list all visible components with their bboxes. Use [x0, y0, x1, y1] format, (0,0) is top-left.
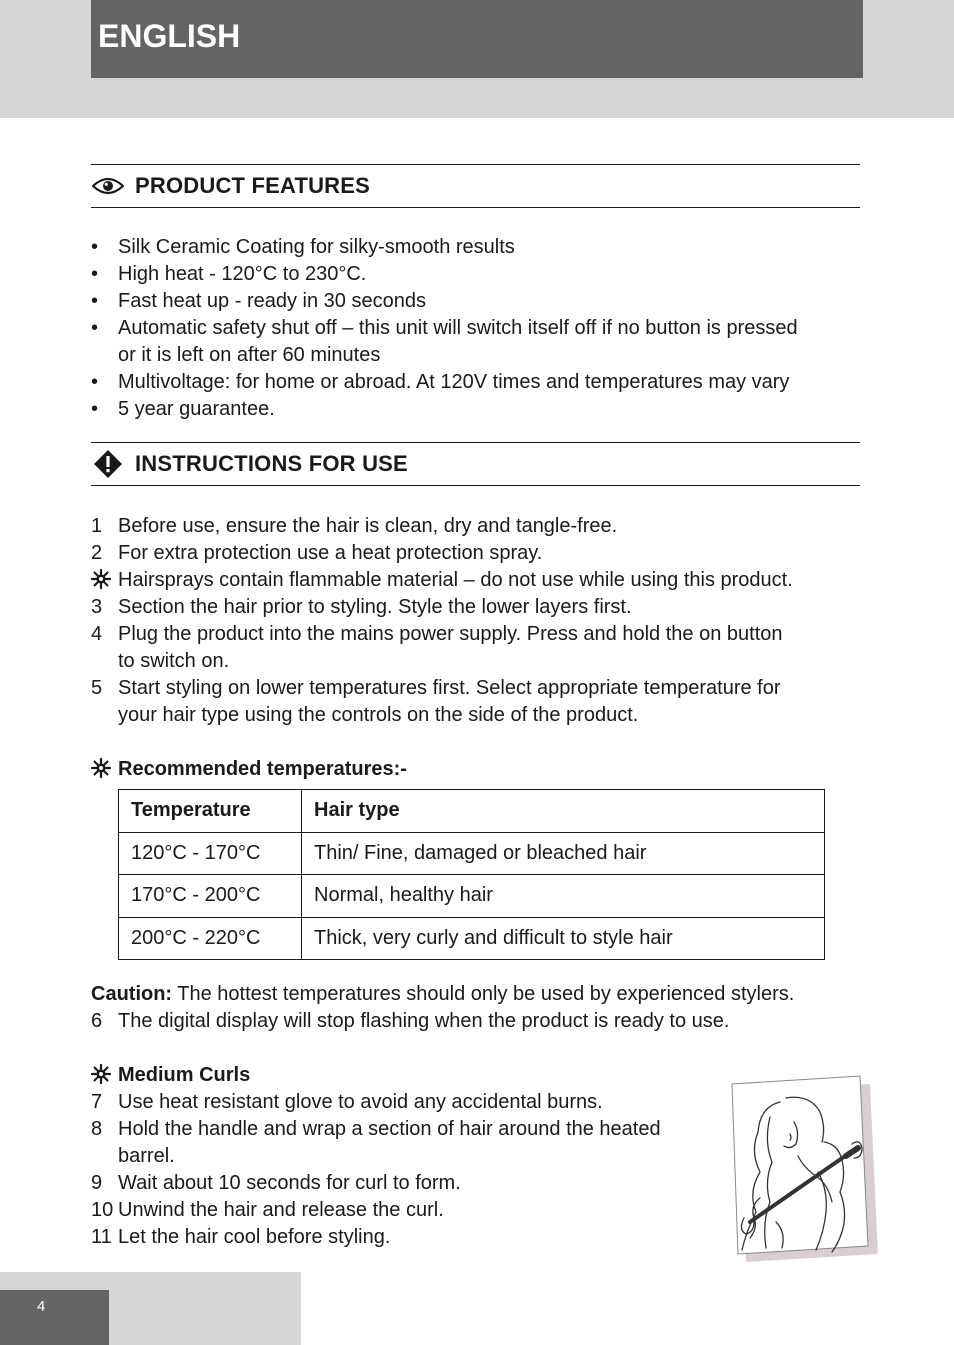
section-header-instructions	[91, 442, 860, 486]
curling-illustration	[720, 1072, 890, 1264]
feature-item: • High heat - 120°C to 230°C.	[91, 263, 367, 285]
star-icon	[91, 756, 118, 783]
star-icon	[91, 1062, 118, 1089]
step-item: 7 Use heat resistant glove to avoid any accidental burns.	[91, 1091, 603, 1113]
page-number: 4	[0, 1290, 109, 1345]
temperature-cell: 120°C - 170°C	[119, 832, 302, 875]
step-item: 5 Start styling on lower temperatures first. Select appropriate temperature for	[91, 677, 781, 699]
step-item: 10 Unwind the hair and release the curl.	[91, 1199, 444, 1221]
star-icon	[91, 567, 118, 594]
step-item: 4 Plug the product into the mains power supply. Press and hold the on button	[91, 623, 783, 645]
hair-type-cell: Thin/ Fine, damaged or bleached hair	[302, 832, 825, 875]
caution-note	[91, 981, 871, 1008]
step-item-continued: your hair type using the controls on the side of the product.	[118, 704, 639, 726]
temperature-cell: 200°C - 220°C	[119, 917, 302, 960]
column-header-temperature: Temperature	[119, 790, 302, 833]
table-row	[119, 875, 825, 918]
step-item: 2 For extra protection use a heat protection spray.	[91, 542, 543, 564]
medium-curls-heading: Medium Curls	[91, 1062, 871, 1089]
step-item: 3 Section the hair prior to styling. Style the lower layers first.	[91, 596, 632, 618]
section-title: INSTRUCTIONS FOR USE	[135, 451, 408, 476]
feature-item: • Fast heat up - ready in 30 seconds	[91, 290, 426, 312]
feature-item: • Automatic safety shut off – this unit will switch itself off if no button is pressed	[91, 317, 798, 339]
step-item: 11 Let the hair cool before styling.	[91, 1226, 391, 1248]
caution-text: The hottest temperatures should only be used by experienced stylers.	[172, 983, 795, 1005]
feature-item: • Multivoltage: for home or abroad. At 120V times and temperatures may vary	[91, 371, 790, 393]
section-title: PRODUCT FEATURES	[135, 173, 371, 198]
temperature-cell: 170°C - 200°C	[119, 875, 302, 918]
feature-item-continued: or it is left on after 60 minutes	[118, 344, 381, 366]
caution-label: Caution:	[91, 983, 173, 1005]
hair-type-cell: Normal, healthy hair	[302, 875, 825, 918]
eye-icon	[91, 171, 125, 201]
table-row	[119, 917, 825, 960]
language-title: ENGLISH	[91, 0, 863, 78]
warning-diamond-icon	[91, 449, 125, 479]
feature-item: • 5 year guarantee.	[91, 398, 275, 420]
table-header-row	[119, 790, 825, 833]
hair-type-cell: Thick, very curly and difficult to style hair	[302, 917, 825, 960]
temperature-table	[118, 789, 825, 960]
warning-note: Hairsprays contain flammable material – do not use while using this product.	[91, 567, 871, 594]
feature-item: • Silk Ceramic Coating for silky-smooth results	[91, 236, 515, 258]
column-header-hair-type: Hair type	[302, 790, 825, 833]
step-item: 8 Hold the handle and wrap a section of hair around the heated	[91, 1118, 661, 1140]
step-item-continued: barrel.	[118, 1145, 175, 1167]
recommended-temperatures-heading: Recommended temperatures:-	[91, 756, 871, 783]
table-row	[119, 832, 825, 875]
step-item: 6 The digital display will stop flashing when the product is ready to use.	[91, 1010, 730, 1032]
step-item: 9 Wait about 10 seconds for curl to form.	[91, 1172, 461, 1194]
section-header-product-features	[91, 164, 860, 208]
step-item-continued: to switch on.	[118, 650, 230, 672]
step-item: 1 Before use, ensure the hair is clean, dry and tangle-free.	[91, 515, 618, 537]
